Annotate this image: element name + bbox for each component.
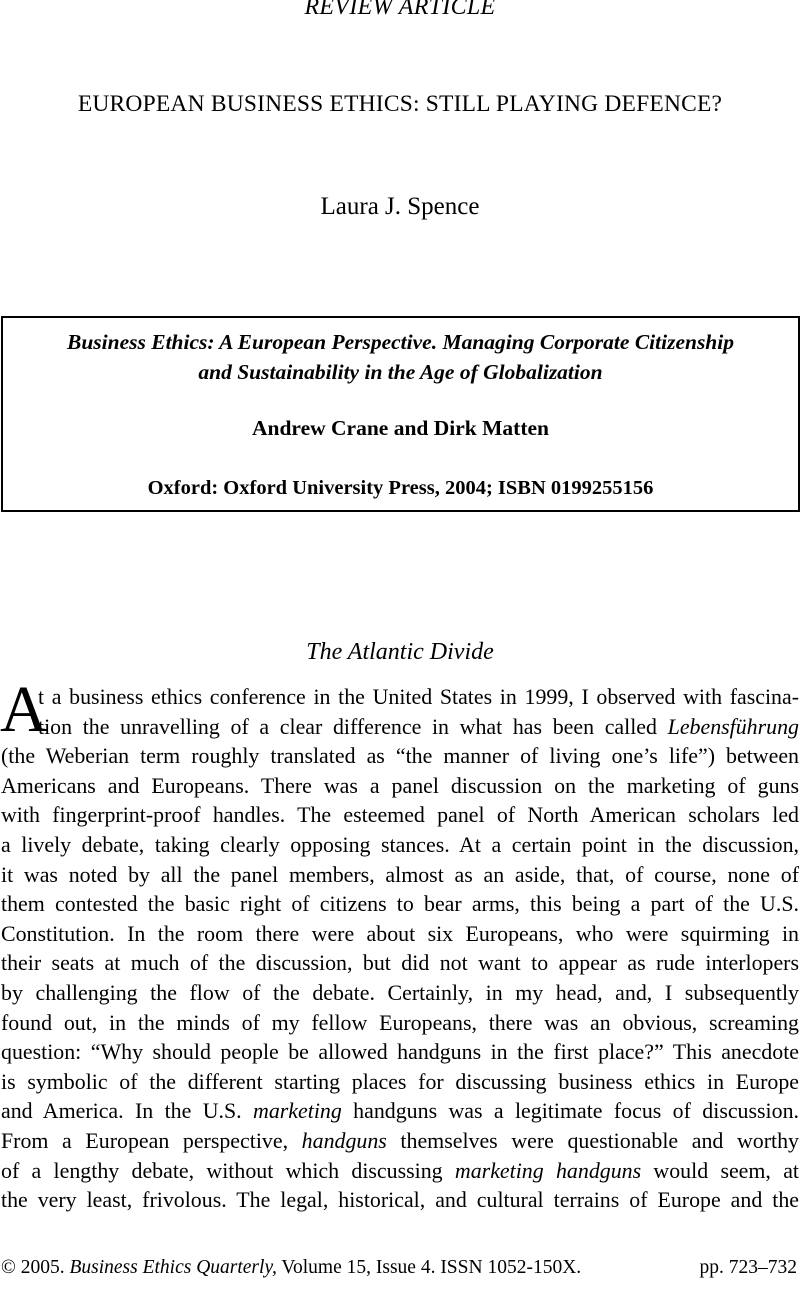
reviewed-book-title-line-2: and Sustainability in the Age of Globalization	[198, 360, 603, 384]
footer-issue: Volume 15, Issue 4. ISSN 1052-150X.	[276, 1257, 582, 1278]
body-text-run: From a European perspective,	[1, 1127, 302, 1153]
body-text	[0, 673, 799, 1215]
body-line	[1, 1126, 799, 1156]
body-text-run: handguns was a legitimate focus of discussion.	[341, 1098, 799, 1124]
emphasis: Lebensführung	[667, 713, 799, 739]
body-text-run: of a lengthy debate, without which discussing	[1, 1157, 455, 1183]
section-heading: The Atlantic Divide	[306, 639, 494, 665]
reviewed-book-publication: Oxford: Oxford University Press, 2004; ISBN 0199255156	[147, 477, 654, 499]
emphasis: marketing	[253, 1098, 342, 1124]
body-text-run: tion the unravelling of a clear difference in what has been called	[38, 713, 668, 739]
body-line: Constitution. In the room there were about six Europeans, who were squirming in	[1, 920, 799, 946]
body-line: with fingerprint-proof handles. The esteemed panel of North American scholars led	[1, 802, 799, 828]
body-line: their seats at much of the discussion, but did not want to appear as rude interlopers	[1, 950, 799, 976]
body-line: Americans and Europeans. There was a panel discussion on the marketing of guns	[1, 772, 799, 798]
running-head: REVIEW ARTICLE	[304, 0, 496, 20]
footer-copyright: © 2005.	[1, 1257, 70, 1278]
body-line: question: “Why should people be allowed handguns in the first place?” This anecdote	[1, 1039, 799, 1065]
body-text-run: themselves were questionable and worthy	[386, 1127, 799, 1153]
footer-citation	[1, 1257, 581, 1279]
body-line: a lively debate, taking clearly opposing stances. At a certain point in the discussion,	[1, 831, 799, 857]
body-line: (the Weberian term roughly translated as “the manner of living one’s life”) between	[1, 743, 799, 769]
emphasis: handguns	[301, 1127, 387, 1153]
article-title: EUROPEAN BUSINESS ETHICS: STILL PLAYING DEFENCE?	[77, 91, 723, 117]
body-line: found out, in the minds of my fellow Europeans, there was an obvious, screaming	[1, 1009, 799, 1035]
emphasis: marketing handguns	[454, 1157, 642, 1183]
reviewed-book-title-line-1: Business Ethics: A European Perspective. Managing Corporate Citizenship	[66, 330, 734, 354]
body-text-run: and America. In the U.S.	[1, 1098, 254, 1124]
reviewed-book-box	[1, 316, 800, 512]
footer-pages: pp. 723–732	[699, 1257, 797, 1278]
body-line: t a business ethics conference in the United States in 1999, I observed with fascina-	[38, 684, 799, 709]
footer-journal: Business Ethics Quarterly,	[69, 1257, 277, 1278]
body-line	[1, 1156, 799, 1186]
body-text-run: would seem, at	[641, 1157, 799, 1183]
body-line: by challenging the flow of the debate. Certainly, in my head, and, I subsequently	[1, 979, 799, 1005]
drop-cap: A	[0, 673, 48, 746]
body-line: them contested the basic right of citizens to bear arms, this being a part of the U.S.	[1, 891, 799, 917]
body-line	[1, 712, 799, 742]
reviewed-book-title	[3, 327, 798, 387]
body-line	[1, 1096, 799, 1126]
body-line: the very least, frivolous. The legal, historical, and cultural terrains of Europe and the	[1, 1187, 799, 1213]
article-author: Laura J. Spence	[320, 193, 480, 220]
reviewed-book-authors: Andrew Crane and Dirk Matten	[251, 416, 549, 440]
body-line: it was noted by all the panel members, almost as an aside, that, of course, none of	[1, 861, 799, 887]
body-line: is symbolic of the different starting places for discussing business ethics in Europe	[1, 1068, 799, 1094]
